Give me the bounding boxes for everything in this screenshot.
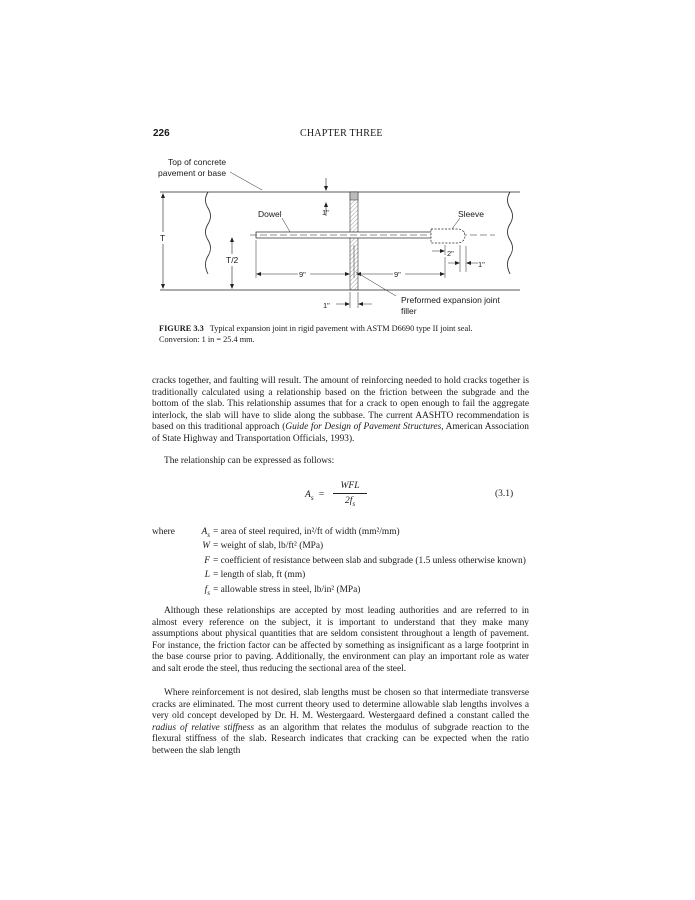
paragraph-3-text: Where reinforcement is not desired, slab lengths must be chosen so that intermediate transverse cracks are eliminated. The most current theory used to determine allowable slab lengths involves a very old concept developed by Dr. H. M. Westergaard. Westergaard defined a constant called the	[152, 688, 529, 721]
figure-caption-text: Typical expansion joint in rigid pavement with ASTM D6690 type II joint seal.	[209, 324, 473, 333]
def-symbol: $f_s$	[204, 584, 210, 597]
label-1in-right: 1"	[478, 260, 485, 269]
eq-lhs-sub: s	[310, 493, 314, 502]
def-symbol: F	[204, 555, 210, 566]
eq-denominator-sub: s	[352, 499, 356, 508]
label-filler-1: Preformed expansion joint	[401, 295, 500, 305]
def-row	[152, 527, 532, 541]
paragraph-1-end: American Association of State Highway and Transportation Officials, 1993).	[152, 422, 529, 444]
equation-number: (3.1)	[495, 489, 514, 499]
paragraph-1-text: cracks together, and faulting will result. The amount of reinforcing needed to hold cracks together is traditionally calculated using a relationship based on the friction between the subgrade and the bottom of the slab. This relationship assumes that for a crack to open enough to fail the aggregate interlock, the slab will have to slide along the subbase. The current AASHTO recommendation is based on this traditional approach (	[152, 376, 529, 432]
label-1in-bottom: 1"	[323, 301, 330, 310]
where-lead: where	[152, 527, 175, 537]
chapter-title: CHAPTER THREE	[300, 128, 383, 139]
figure-caption-label: FIGURE 3.3	[159, 324, 204, 333]
def-row	[152, 570, 532, 584]
label-filler-2: filler	[401, 306, 417, 316]
paragraph-1	[152, 376, 529, 445]
label-T: T	[160, 233, 166, 243]
def-text: = weight of slab, lb/ft² (MPa)	[213, 541, 324, 552]
paragraph-3-italic: radius of relative stiffness	[152, 722, 255, 733]
def-text: = coefficient of resistance between slab and subgrade (1.5 unless otherwise known)	[213, 555, 526, 566]
label-sleeve: Sleeve	[458, 209, 484, 219]
where-definitions	[152, 527, 532, 599]
figure-caption	[159, 323, 529, 345]
label-9in-right: 9"	[394, 270, 401, 279]
def-symbol: $A_s$	[201, 527, 210, 539]
label-2in: 2"	[447, 249, 454, 258]
label-dowel: Dowel	[258, 209, 282, 219]
break-line-left	[206, 192, 211, 274]
def-symbol: W	[202, 541, 210, 552]
paragraph-1-italic: Guide for Design of Pavement Structures,	[285, 422, 444, 432]
dowel-sleeve	[431, 229, 465, 243]
paragraph-3-end: as an algorithm that relates the modulus of subgrade reaction to the flexural stiffness of the slab. Research indicates that cracking can be expected when the ratio between the slab length	[152, 722, 529, 756]
label-top-of-concrete-2: pavement or base	[158, 168, 227, 178]
def-symbol: L	[204, 570, 210, 581]
paragraph-2: Although these relationships are accepted by most leading authorities and are referred to in almost every reference on the subject, it is important to understand that they make many assumptions about physical quantities that are seldom consistent throughout a length of pavement. For instance, the friction factor can be affected by something as insignificant as a large footprint in the base course prior to paving. Additionally, the environment can play an important role as water and salt erode the steel, thus reducing the sectional area of the steel.	[152, 606, 529, 674]
joint-seal	[350, 192, 358, 200]
page-number: 226	[153, 128, 170, 139]
eq-numerator: WFL	[340, 481, 360, 491]
eq-denominator: 2f	[344, 496, 353, 506]
label-9in-left: 9"	[299, 270, 306, 279]
eq-equals: =	[318, 490, 325, 500]
eq-lhs: A	[305, 490, 311, 500]
def-text: = area of steel required, in²/ft of width (mm²/mm)	[213, 527, 400, 537]
def-text: = allowable stress in steel, lb/in² (MPa)	[213, 584, 361, 595]
label-1in-top: 1"	[322, 208, 329, 217]
label-T-half: T/2	[226, 255, 239, 265]
def-row	[152, 556, 532, 570]
def-row	[152, 585, 532, 599]
figure-caption-conversion: Conversion: 1 in = 25.4 mm.	[159, 335, 255, 344]
label-top-of-concrete-1: Top of concrete	[168, 157, 227, 167]
paragraph-3	[152, 688, 529, 757]
def-text: = length of slab, ft (mm)	[213, 570, 306, 581]
break-line-right	[508, 192, 513, 274]
relationship-intro: The relationship can be expressed as follows:	[164, 456, 335, 466]
expansion-joint-figure	[150, 150, 535, 320]
def-row	[152, 541, 532, 555]
